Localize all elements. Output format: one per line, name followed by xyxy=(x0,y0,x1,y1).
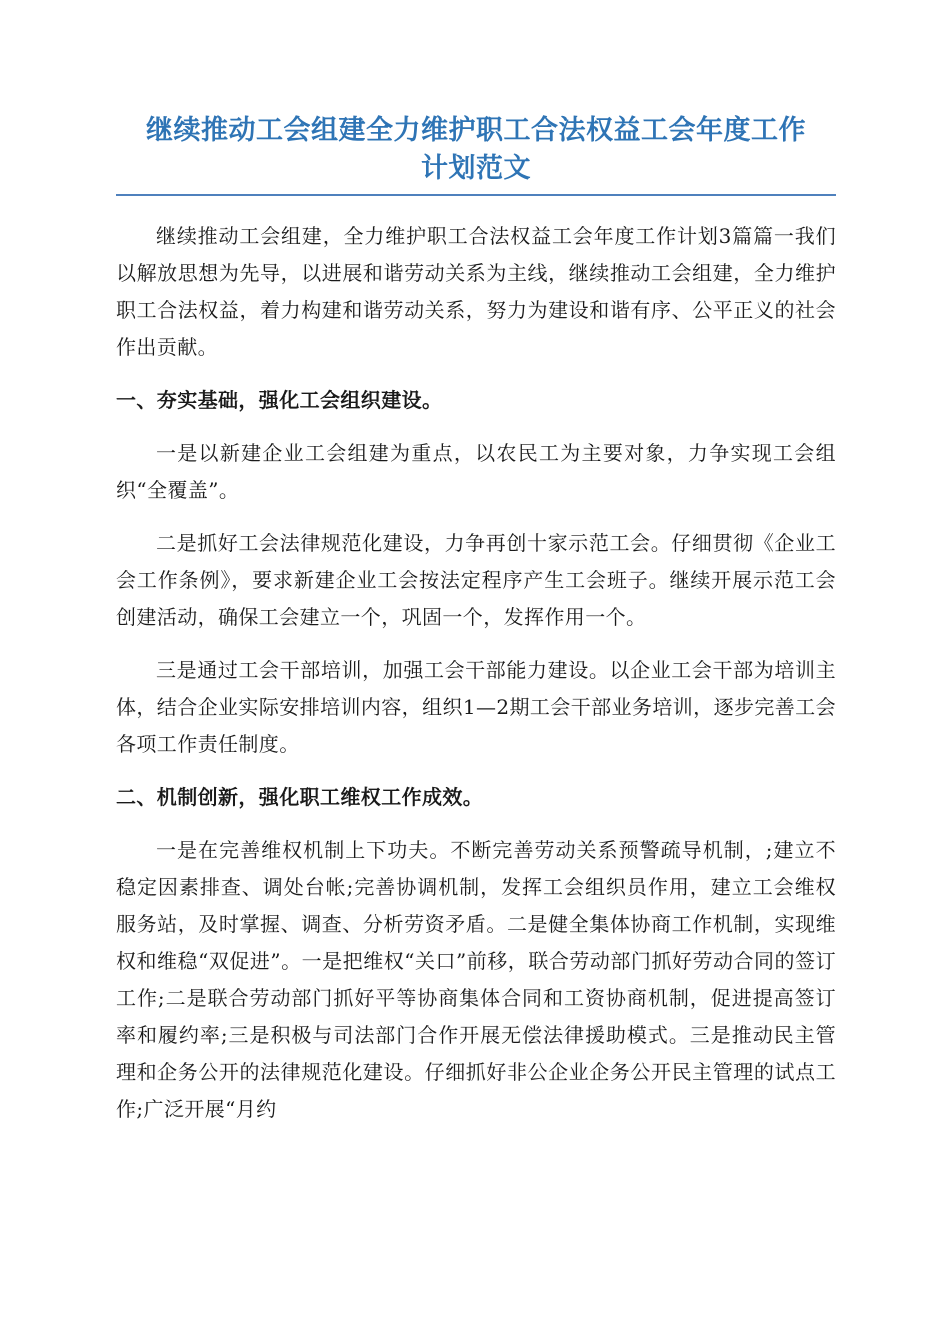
document-page xyxy=(116,112,836,1144)
section-1-paragraph-2: 二是抓好工会法律规范化建设，力争再创十家示范工会。仔细贯彻《企业工会工作条例》，要求新建企业工会按法定程序产生工会班子。继续开展示范工会创建活动，确保工会建立一个，巩固一个，发挥作用一个。 xyxy=(116,531,836,629)
document-title-line-1: 继续推动工会组建全力维护职工合法权益工会年度工作 xyxy=(146,115,806,146)
section-2-heading: 二、机制创新，强化职工维权工作成效。 xyxy=(116,785,484,809)
section-1-paragraph-1: 一是以新建企业工会组建为重点，以农民工为主要对象，力争实现工会组织“全覆盖”。 xyxy=(116,441,836,502)
document-body xyxy=(116,218,836,1128)
section-2-paragraph-1: 一是在完善维权机制上下功夫。不断完善劳动关系预警疏导机制，;建立不稳定因素排查、调处台帐;完善协调机制，发挥工会组织员作用，建立工会维权服务站，及时掌握、调查、分析劳资矛盾。二是健全集体协商工作机制，实现维权和维稳“双促进”。一是把维权“关口”前移，联合劳动部门抓好劳动合同的签订工作;二是联合劳动部门抓好平等协商集体合同和工资协商机制，促进提高签订率和履约率;三是积极与司法部门合作开展无偿法律援助模式。三是推动民主管理和企务公开的法律规范化建设。仔细抓好非公企业企务公开民主管理的试点工作;广泛开展“月约 xyxy=(116,838,836,1121)
intro-paragraph: 继续推动工会组建，全力维护职工合法权益工会年度工作计划3篇篇一我们以解放思想为先导，以进展和谐劳动关系为主线，继续推动工会组建，全力维护职工合法权益，着力构建和谐劳动关系，努力为建设和谐有序、公平正义的社会作出贡献。 xyxy=(116,224,836,359)
section-1-paragraph-3: 三是通过工会干部培训，加强工会干部能力建设。以企业工会干部为培训主体，结合企业实际安排培训内容，组织1—2期工会干部业务培训，逐步完善工会各项工作责任制度。 xyxy=(116,658,836,756)
document-title-line-2: 计划范文 xyxy=(421,153,531,184)
section-1-heading: 一、夯实基础，强化工会组织建设。 xyxy=(116,388,443,412)
document-title xyxy=(116,112,836,196)
